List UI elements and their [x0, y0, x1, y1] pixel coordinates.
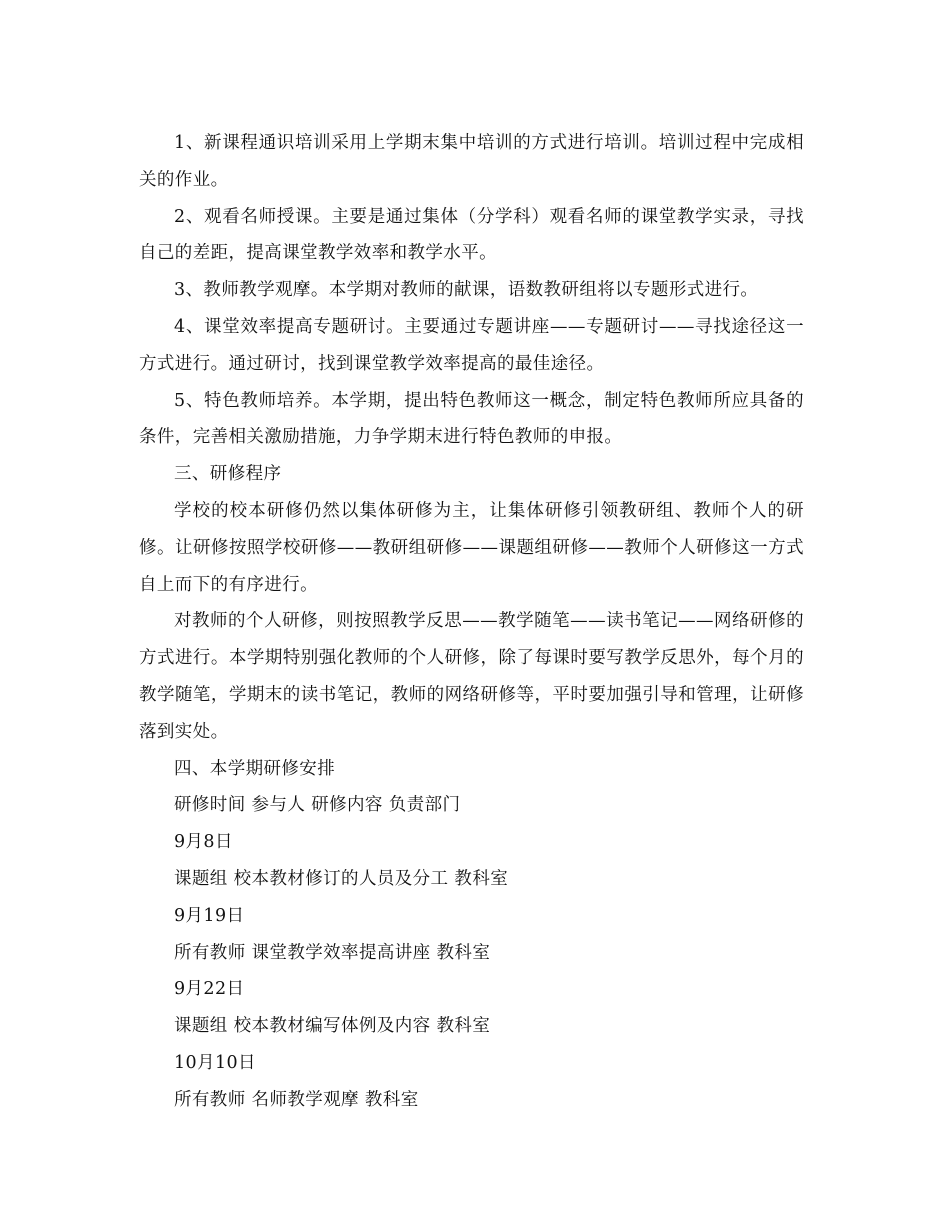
- schedule-detail: 课题组 校本教材编写体例及内容 教科室: [174, 1016, 491, 1037]
- schedule-detail: 所有教师 名师教学观摩 教科室: [174, 1089, 419, 1110]
- schedule-date: 9月19日: [174, 905, 245, 926]
- paragraph-collective-research: 学校的校本研修仍然以集体研修为主，让集体研修引领教研组、教师个人的研修。让研修按照学校研修——教研组研修——课题组研修——教师个人研修这一方式自上而下的有序进行。: [139, 500, 804, 595]
- schedule-date: 9月22日: [174, 979, 245, 1000]
- document-body: [139, 125, 804, 1119]
- paragraph-training-item-2: 2、观看名师授课。主要是通过集体（分学科）观看名师的课堂教学实录，寻找自己的差距，提高课堂教学效率和教学水平。: [139, 206, 804, 264]
- section-heading-schedule: 四、本学期研修安排: [174, 758, 336, 779]
- schedule-detail: 课题组 校本教材修订的人员及分工 教科室: [174, 868, 509, 889]
- schedule-date: 10月10日: [174, 1052, 256, 1073]
- paragraph-individual-research: 对教师的个人研修，则按照教学反思——教学随笔——读书笔记——网络研修的方式进行。本学期特别强化教师的个人研修，除了每课时要写教学反思外，每个月的教学随笔，学期末的读书笔记，教师的网络研修等，平时要加强引导和管理，让研修落到实处。: [139, 611, 804, 742]
- paragraph-training-item-5: 5、特色教师培养。本学期，提出特色教师这一概念，制定特色教师所应具备的条件，完善相关激励措施，力争学期末进行特色教师的申报。: [139, 390, 804, 448]
- schedule-date: 9月8日: [174, 832, 233, 853]
- paragraph-training-item-1: 1、新课程通识培训采用上学期末集中培训的方式进行培训。培训过程中完成相关的作业。: [139, 133, 804, 190]
- paragraph-training-item-4: 4、课堂效率提高专题研讨。主要通过专题讲座——专题研讨——寻找途径这一方式进行。通过研讨，找到课堂教学效率提高的最佳途径。: [139, 316, 804, 374]
- section-heading-procedure: 三、研修程序: [174, 464, 282, 485]
- paragraph-training-item-3: 3、教师教学观摩。本学期对教师的献课，语数教研组将以专题形式进行。: [174, 280, 759, 301]
- schedule-detail: 所有教师 课堂教学效率提高讲座 教科室: [174, 942, 491, 963]
- schedule-header: 研修时间 参与人 研修内容 负责部门: [174, 795, 461, 816]
